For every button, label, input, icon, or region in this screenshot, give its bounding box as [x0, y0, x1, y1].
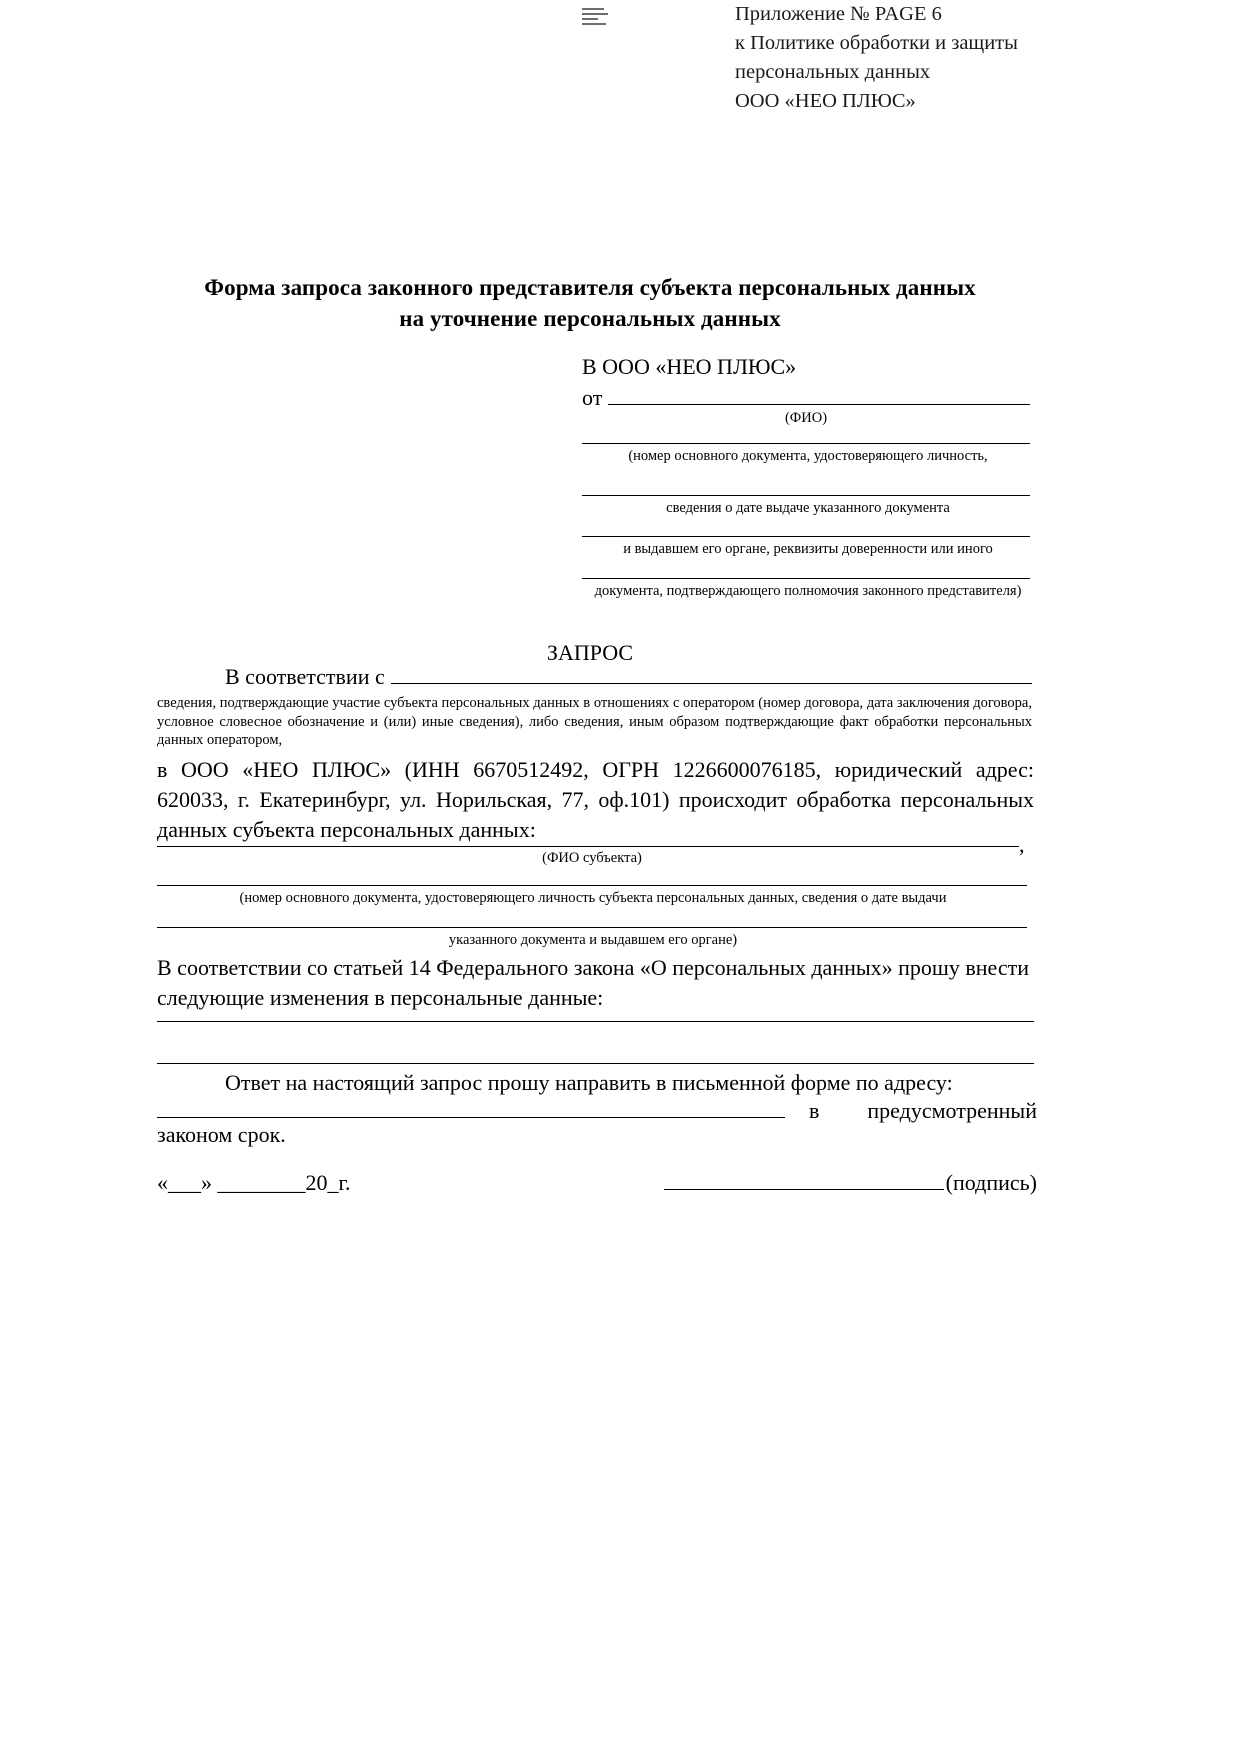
blank-doc-powers[interactable] [582, 578, 1030, 579]
answer-tail-2: предусмотренный [867, 1098, 1037, 1123]
answer-tail-3: законом срок. [157, 1122, 286, 1147]
comma-mark: , [1019, 832, 1025, 857]
law-paragraph: В соответствии со статьей 14 Федерального закона «О персональных данных» прошу внести следующие изменения в персональные данные: [157, 955, 1029, 1010]
blank-doc-date[interactable] [582, 495, 1030, 496]
signature-caption: (подпись) [945, 1170, 1037, 1195]
answer-paragraph: Ответ на настоящий запрос прошу направить в письменной форме по адресу: [225, 1070, 953, 1095]
caption-subject-doc: (номер основного документа, удостоверяющего личность субъекта персональных данных, сведения о дате выдачи [239, 890, 947, 906]
page-title-line-2: на уточнение персональных данных [399, 306, 781, 331]
page-title [150, 272, 1030, 334]
signature-date[interactable]: «___» ________20_г. [157, 1170, 351, 1195]
header-line-2: к Политике обработки и защиты [735, 32, 1018, 54]
caption-doc-powers: документа, подтверждающего полномочия законного представителя) [594, 583, 1022, 599]
caption-fio: (ФИО) [784, 410, 828, 426]
lines-mark-icon [582, 8, 608, 30]
addressee-from-row [582, 385, 1030, 411]
page-title-line-1: Форма запроса законного представителя субъекта персональных данных [204, 275, 976, 300]
signature-field[interactable] [664, 1170, 1037, 1196]
header-line-4: ООО «НЕО ПЛЮС» [735, 90, 916, 112]
caption-subject-doc-2: указанного документа и выдавшем его органе) [448, 932, 738, 948]
blank-doc-organ[interactable] [582, 536, 1030, 537]
answer-tail-1: в [809, 1098, 820, 1123]
caption-doc-organ: и выдавшем его органе, реквизиты доверенности или иного [623, 541, 993, 557]
blank-changes-2[interactable] [157, 1063, 1034, 1064]
header-line-1: Приложение № PAGE 6 [735, 3, 942, 25]
request-intro-blank[interactable] [391, 665, 1032, 684]
header-line-3: персональных данных [735, 61, 931, 83]
request-intro-row [157, 664, 1032, 690]
addressee-from-label: от [582, 385, 603, 410]
request-intro-caption: сведения, подтверждающие участие субъекта персональных данных в отношениях с оператором (номер договора, дата заключения договора, условное словесное обозначение и (или) иные сведения), либо сведения, иным образом подтверждающие факт обработки персональных данных оператором, [157, 695, 1032, 748]
addressee-from-blank[interactable] [608, 386, 1030, 405]
blank-subject-fio[interactable] [157, 846, 1019, 847]
blank-subject-doc-2[interactable] [157, 927, 1027, 928]
answer-address-row [157, 1098, 1037, 1124]
request-intro-label: В соответствии с [225, 664, 385, 689]
operator-paragraph: в ООО «НЕО ПЛЮС» (ИНН 6670512492, ОГРН 1226600076185, юридический адрес: 620033, г. Екатеринбург, ул. Норильская, 77, оф.101) происходит обработка персональных данных субъекта персональных данных: [157, 757, 1034, 842]
addressee-to: В ООО «НЕО ПЛЮС» [582, 354, 797, 379]
blank-changes-1[interactable] [157, 1021, 1034, 1022]
document-header [735, 0, 1205, 116]
blank-doc-number[interactable] [582, 443, 1030, 444]
caption-doc-number: (номер основного документа, удостоверяющего личность, [628, 448, 988, 464]
blank-subject-doc[interactable] [157, 885, 1027, 886]
request-heading: ЗАПРОС [546, 640, 634, 665]
blank-signature[interactable] [664, 1173, 944, 1190]
caption-subject-fio: (ФИО субъекта) [542, 850, 642, 866]
caption-doc-date: сведения о дате выдаче указанного документа [666, 500, 950, 516]
blank-answer-address[interactable] [157, 1101, 785, 1118]
signature-row [157, 1170, 1037, 1196]
